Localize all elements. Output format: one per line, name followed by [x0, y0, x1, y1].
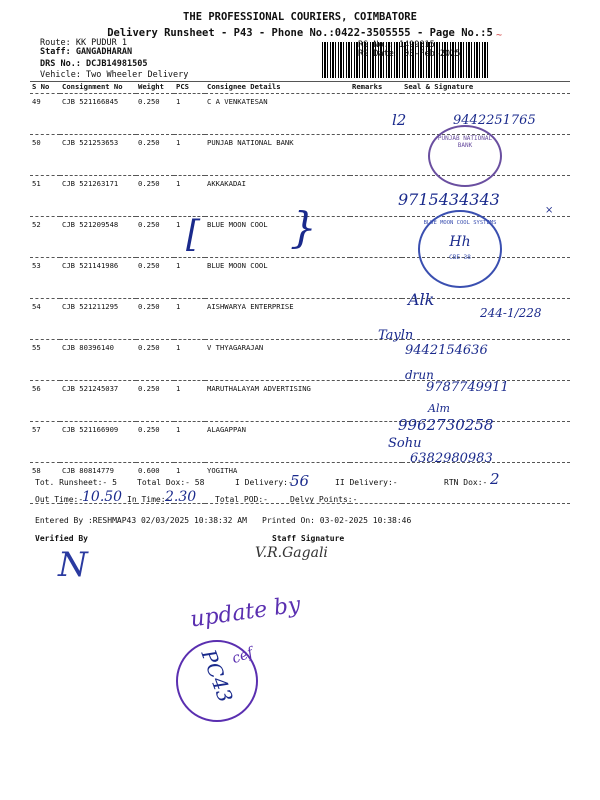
vehicle: Vehicle: Two Wheeler Delivery: [40, 70, 189, 80]
cell-consignment: CJB 521211295: [60, 299, 136, 340]
cell-consignee: V THYAGARAJAN: [205, 340, 350, 381]
phone-row57: 9962730258: [398, 416, 494, 434]
update-note: update by: [188, 592, 303, 633]
cell-consignee: BLUE MOON COOL: [205, 217, 350, 258]
phone-row49: 9442251765: [453, 113, 536, 128]
bluemoon-seal-ring: BLUE MOON COOL SYSTEMS: [423, 220, 497, 226]
cell-pcs: 1: [174, 135, 205, 176]
rtn-dox: RTN Dox:-: [444, 478, 488, 487]
i-delivery: I Delivery:-: [235, 478, 293, 487]
bluemoon-seal-city: CBE-38: [449, 254, 471, 261]
cell-consignment: CJB 80814779: [60, 463, 136, 504]
out-time: Out Time:-: [35, 495, 84, 504]
cell-consignee: C A VENKATESAN: [205, 94, 350, 135]
col-remarks: Remarks: [350, 82, 402, 94]
table-row: [30, 340, 570, 381]
cell-consignment: CJB 521245037: [60, 381, 136, 422]
cell-remarks: [350, 135, 402, 176]
cell-remarks: [350, 176, 402, 217]
cell-consignee: YOGITHA: [205, 463, 350, 504]
staff-signature: V.R.Gagali: [255, 545, 328, 561]
ii-delivery: II Delivery:-: [335, 478, 398, 487]
cell-remarks: [350, 258, 402, 299]
cell-pcs: 1: [174, 340, 205, 381]
cell-sno: 52: [30, 217, 60, 258]
total-dox: Total Dox:- 58: [137, 478, 205, 487]
note-row54: 244-1/228: [480, 306, 542, 320]
cell-weight: 0.600: [136, 463, 174, 504]
route: Route: KK PUDUR 1: [40, 38, 127, 48]
tot-runsheet: Tot. Runsheet:- 5: [35, 478, 117, 487]
cell-pcs: 1: [174, 176, 205, 217]
phone-row55: 9442154636: [405, 343, 488, 358]
cell-sno: 57: [30, 422, 60, 463]
cell-sno: 49: [30, 94, 60, 135]
cell-consignee: AKKAKADAI: [205, 176, 350, 217]
signature-row49: l2: [392, 111, 407, 129]
bracket-mark-icon: [: [186, 214, 201, 255]
cell-consignee: BLUE MOON COOL: [205, 258, 350, 299]
cell-weight: 0.250: [136, 422, 174, 463]
cell-weight: 0.250: [136, 299, 174, 340]
col-consignment: Consignment No: [60, 82, 136, 94]
signature-row55: Tayln: [378, 328, 414, 343]
brace-mark-icon: }: [290, 203, 317, 252]
in-time: In Time:-: [127, 495, 171, 504]
cell-pcs: 1: [174, 94, 205, 135]
cell-weight: 0.250: [136, 176, 174, 217]
out-time-value: 10.50: [82, 489, 123, 505]
cell-weight: 0.250: [136, 381, 174, 422]
rtn-dox-value: 2: [490, 470, 500, 488]
corner-mark-icon: ~: [496, 30, 503, 41]
phone-row56: 9787749911: [426, 380, 509, 395]
i-delivery-value: 56: [290, 472, 310, 490]
in-time-value: 2.30: [165, 489, 197, 505]
total-pod: Total POD:-: [215, 495, 268, 504]
staff: Staff: GANGADHARAN: [40, 47, 133, 57]
signature-row58: Sohu: [388, 436, 422, 451]
cell-consignee: PUNJAB NATIONAL BANK: [205, 135, 350, 176]
cell-consignee: ALAGAPPAN: [205, 422, 350, 463]
cell-weight: 0.250: [136, 94, 174, 135]
pc43-seal-text: PC43: [196, 646, 238, 706]
entered-by: Entered By :RESHMAP43 02/03/2025 10:38:32 AM: [35, 516, 247, 525]
cell-pcs: 1: [174, 422, 205, 463]
cell-consignment: CJB 521263171: [60, 176, 136, 217]
phone-row58: 6382980983: [410, 451, 493, 466]
cell-consignment: CJB 521166845: [60, 94, 136, 135]
bluemoon-seal-stamp: [418, 210, 502, 288]
cell-weight: 0.250: [136, 258, 174, 299]
cell-pcs: 1: [174, 258, 205, 299]
cell-consignee: MARUTHALAYAM ADVERTISING: [205, 381, 350, 422]
cell-pcs: 1: [174, 381, 205, 422]
tick-mark-icon: ×: [545, 205, 554, 216]
bank-seal-ring: PUNJAB NATIONAL BANK: [437, 135, 493, 149]
col-seal: Seal & Signature: [402, 82, 570, 94]
cell-consignee: AISHWARYA ENTERPRISE: [205, 299, 350, 340]
signature-row57: Alm: [428, 402, 450, 415]
cell-sno: 58: [30, 463, 60, 504]
company-name: THE PROFESSIONAL COURIERS, COIMBATORE: [183, 11, 417, 23]
table-header: [30, 82, 570, 94]
cell-remarks: [350, 217, 402, 258]
delvy-points: Delvy Points:-: [290, 495, 358, 504]
rs-date: RS Date: 03-Feb-2025: [358, 49, 461, 59]
bank-seal-stamp: [428, 125, 502, 187]
signature-row54: Alk: [408, 290, 435, 309]
col-pcs: PCS: [174, 82, 205, 94]
runsheet-title: Delivery Runsheet - P43 - Phone No.:0422-3505555 - Page No.:5: [107, 27, 493, 39]
cell-remarks: [350, 381, 402, 422]
cell-sno: 56: [30, 381, 60, 422]
signature-row56: drun: [405, 368, 434, 382]
verifier-signature: N: [58, 545, 88, 585]
cell-weight: 0.250: [136, 135, 174, 176]
drs-no: DRS No.: DCJB14981505: [40, 59, 148, 69]
cell-consignment: CJB 521141986: [60, 258, 136, 299]
printed-on: Printed On: 03-02-2025 10:38:46: [262, 516, 412, 525]
phone-row51: 9715434343: [398, 190, 500, 209]
cell-sno: 50: [30, 135, 60, 176]
col-sno: S No: [30, 82, 60, 94]
cef-note: cef: [229, 644, 256, 668]
cell-weight: 0.250: [136, 217, 174, 258]
col-consignee: Consignee Details: [205, 82, 350, 94]
cell-pcs: 1: [174, 299, 205, 340]
cell-consignment: CJB 521253653: [60, 135, 136, 176]
col-weight: Weight: [136, 82, 174, 94]
cell-weight: 0.250: [136, 340, 174, 381]
staff-signature-label: Staff Signature: [272, 534, 345, 543]
rs-no: RS No.: 1499815: [358, 40, 435, 50]
cell-remarks: [350, 340, 402, 381]
bluemoon-seal-signature: Hh: [449, 234, 471, 250]
cell-pcs: 1: [174, 217, 205, 258]
cell-sno: 51: [30, 176, 60, 217]
verified-by: Verified By: [35, 534, 88, 543]
cell-sno: 54: [30, 299, 60, 340]
cell-consignment: CJB 521166909: [60, 422, 136, 463]
cell-consignment: CJB 80396140: [60, 340, 136, 381]
cell-pcs: 1: [174, 463, 205, 504]
cell-sno: 53: [30, 258, 60, 299]
cell-sno: 55: [30, 340, 60, 381]
cell-consignment: CJB 521209548: [60, 217, 136, 258]
